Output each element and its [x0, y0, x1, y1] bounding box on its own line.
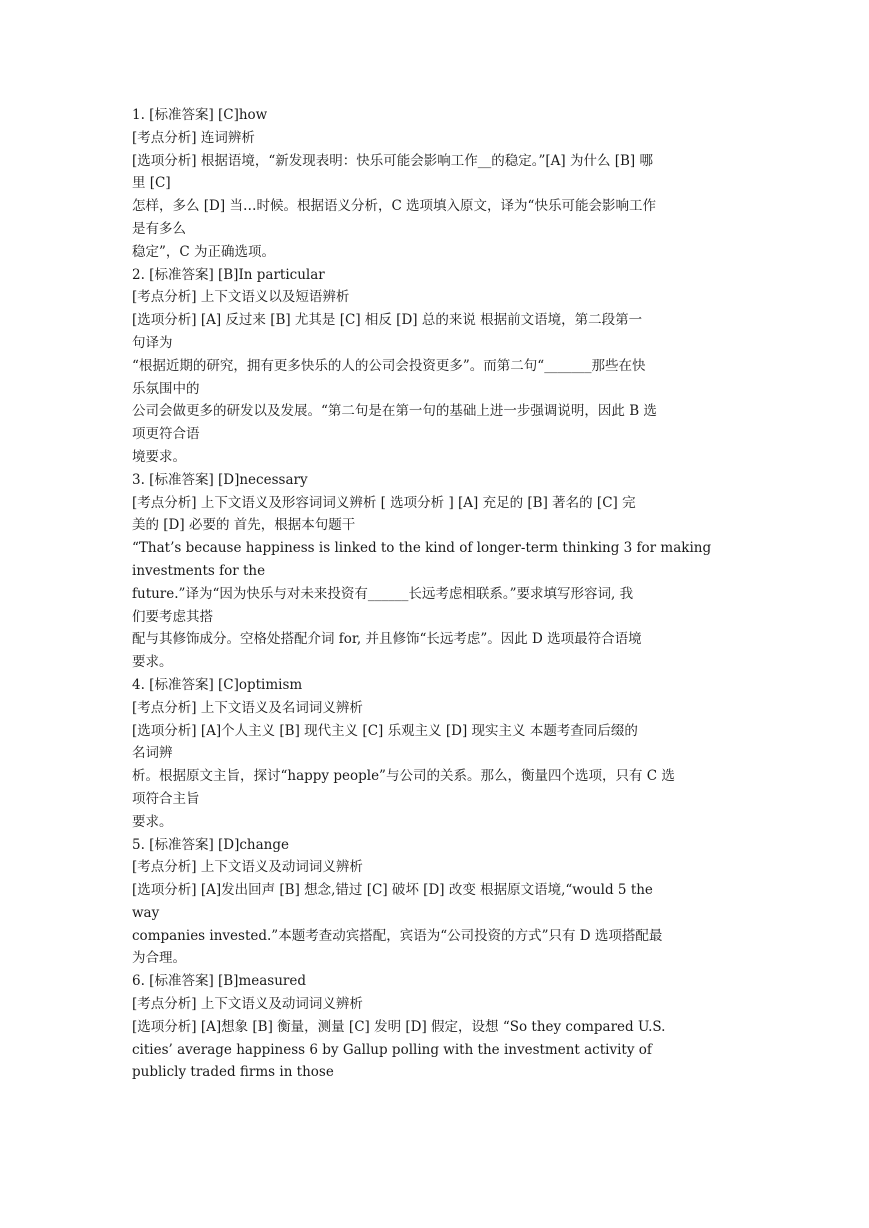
- text-line: 为合理。: [132, 950, 186, 967]
- text-line: [选项分析] 根据语境，“新发现表明：快乐可能会影响工作__的稳定。”[A] 为什么 [B] 哪: [132, 152, 653, 169]
- text-line: 名词辨: [132, 745, 173, 762]
- text-line: [选项分析] [A]想象 [B] 衡量，测量 [C] 发明 [D] 假定，设想 “So they compared U.S.: [132, 1018, 666, 1035]
- text-line: 句译为: [132, 334, 173, 351]
- text-line: publicly traded firms in those: [132, 1064, 334, 1081]
- text-line: 1. [标准答案] [C]how: [132, 107, 268, 123]
- text-line: [选项分析] [A]发出回声 [B] 想念,错过 [C] 破坏 [D] 改变 根据原文语境,“would 5 the: [132, 882, 653, 899]
- text-line: way: [132, 904, 160, 921]
- text-line: future.”译为“因为快乐与对未来投资有______长远考虑相联系。”要求填写形容词, 我: [132, 585, 634, 602]
- text-line: 美的 [D] 必要的 首先，根据本句题干: [132, 517, 356, 534]
- document-body: [132, 104, 742, 1084]
- text-line: 稳定”，C 为正确选项。: [132, 243, 276, 260]
- text-line: companies invested.”本题考查动宾搭配，宾语为“公司投资的方式”只有 D 选项搭配最: [132, 927, 663, 944]
- text-line: 配与其修饰成分。空格处搭配介词 for, 并且修饰“长远考虑”。因此 D 选项最符合语境: [132, 631, 642, 648]
- text-line: 里 [C]: [132, 175, 171, 192]
- text-line: 要求。: [132, 654, 173, 671]
- text-line: 6. [标准答案] [B]measured: [132, 973, 306, 990]
- text-line: 要求。: [132, 813, 173, 830]
- text-line: [选项分析] [A]个人主义 [B] 现代主义 [C] 乐观主义 [D] 现实主义 本题考查同后缀的: [132, 722, 638, 739]
- text-line: investments for the: [132, 562, 266, 579]
- text-line: [选项分析] [A] 反过来 [B] 尤其是 [C] 相反 [D] 总的来说 根据前文语境，第二段第一: [132, 312, 643, 329]
- text-line: [考点分析] 上下文语义及动词词义辨析: [132, 996, 363, 1013]
- text-line: 项更符合语: [132, 426, 200, 443]
- text-line: 析。根据原文主旨，探讨“happy people”与公司的关系。那么，衡量四个选项，只有 C 选: [132, 768, 675, 785]
- text-line: 境要求。: [132, 448, 186, 465]
- text-line: 3. [标准答案] [D]necessary: [132, 471, 308, 488]
- text-line: “根据近期的研究，拥有更多快乐的人的公司会投资更多”。而第二句“_______那些在快: [132, 357, 646, 374]
- text-line: 乐氛围中的: [132, 380, 200, 397]
- text-line: [考点分析] 上下文语义及名词词义辨析: [132, 699, 363, 716]
- text-line: cities’ average happiness 6 by Gallup polling with the investment activity of: [132, 1041, 652, 1058]
- text-line: 4. [标准答案] [C]optimism: [132, 676, 303, 693]
- text-line: 项符合主旨: [132, 790, 200, 807]
- text-line: [考点分析] 上下文语义及动词词义辨析: [132, 859, 363, 876]
- text-line: 2. [标准答案] [B]In particular: [132, 266, 325, 283]
- text-line: 怎样，多么 [D] 当…时候。根据语义分析，C 选项填入原文，译为“快乐可能会影响工作: [132, 198, 656, 215]
- text-line: “That’s because happiness is linked to the kind of longer-term thinking 3 for making: [132, 540, 712, 557]
- text-line: [考点分析] 连词辨析: [132, 129, 255, 146]
- text-line: [考点分析] 上下文语义及形容词词义辨析 [ 选项分析 ] [A] 充足的 [B] 著名的 [C] 完: [132, 494, 636, 511]
- text-line: [考点分析] 上下文语义以及短语辨析: [132, 289, 350, 306]
- text-line: 们要考虑其搭: [132, 608, 213, 625]
- text-line: 5. [标准答案] [D]change: [132, 836, 289, 853]
- text-line: 是有多么: [132, 220, 186, 237]
- text-line: 公司会做更多的研发以及发展。“第二句是在第一句的基础上进一步强调说明，因此 B 选: [132, 403, 657, 420]
